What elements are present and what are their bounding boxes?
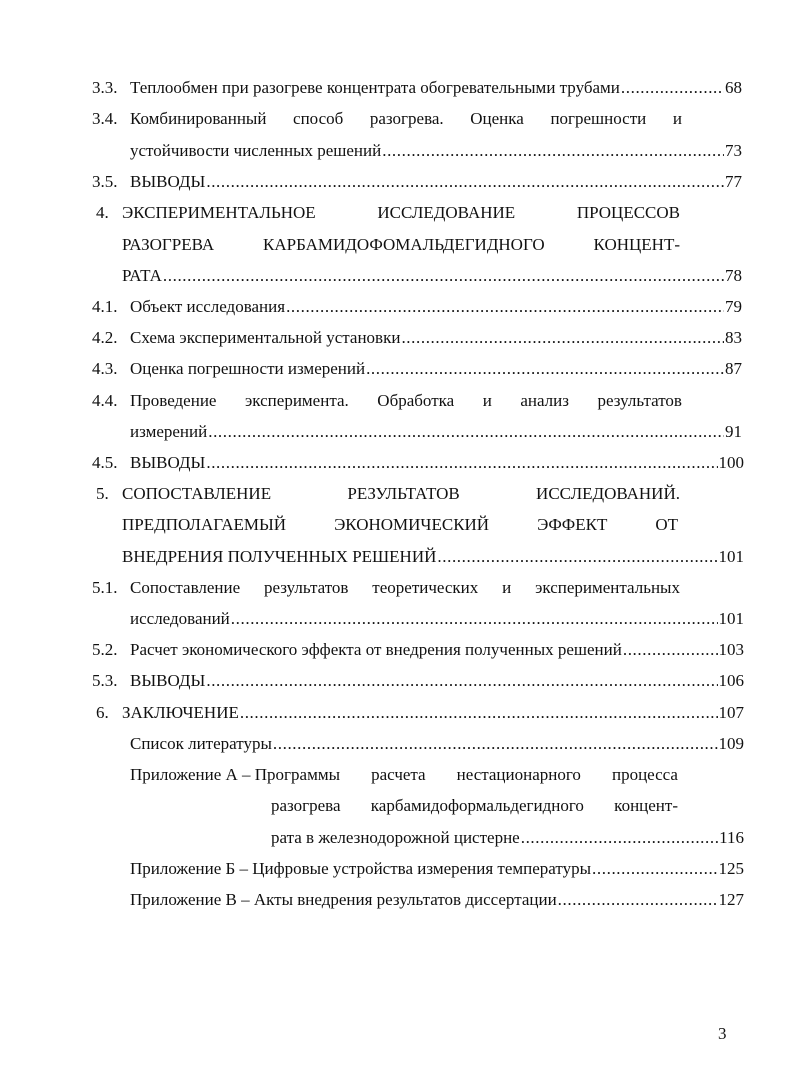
dot-leader bbox=[286, 296, 724, 318]
section-title: ВЫВОДЫ bbox=[130, 453, 206, 472]
section-number: 4.3. bbox=[92, 359, 118, 378]
page-ref: 91 bbox=[725, 422, 742, 441]
section-title: ВЫВОДЫ bbox=[130, 172, 206, 191]
section-title-line-2: исследований bbox=[130, 609, 230, 628]
page-ref: 101 bbox=[718, 547, 744, 566]
page-ref: 83 bbox=[725, 328, 742, 347]
toc-entry-5 bbox=[0, 483, 791, 505]
dot-leader bbox=[521, 827, 718, 849]
chapter-number: 5. bbox=[96, 484, 109, 503]
dot-leader bbox=[623, 639, 718, 661]
section-title: ВЫВОДЫ bbox=[130, 671, 206, 690]
appendix-a-title-line-3: рата в железнодорожной цистерне bbox=[271, 828, 520, 847]
section-number: 3.5. bbox=[92, 172, 118, 191]
section-number: 5.2. bbox=[92, 640, 118, 659]
page-ref: 106 bbox=[718, 671, 744, 690]
page-number: 3 bbox=[718, 1024, 727, 1043]
toc-entry-appendix-a: Приложение А – Программы расчета нестационарного процесса bbox=[130, 765, 678, 784]
section-number: 4.1. bbox=[92, 297, 118, 316]
toc-entry-4-cont bbox=[122, 265, 742, 287]
page-ref: 68 bbox=[725, 78, 742, 97]
page-ref: 87 bbox=[725, 359, 742, 378]
page-ref: 109 bbox=[718, 734, 744, 753]
dot-leader bbox=[382, 140, 724, 162]
page-ref: 79 bbox=[725, 297, 742, 316]
page-ref: 77 bbox=[725, 172, 742, 191]
appendix-a-title-line-2: разогрева карбамидоформальдегидного концент- bbox=[271, 796, 678, 815]
section-title-line-2: измерений bbox=[130, 422, 208, 441]
dot-leader bbox=[401, 327, 724, 349]
toc-entry-5-cont bbox=[122, 546, 744, 568]
toc-entry-3-5 bbox=[0, 171, 791, 193]
toc-entry-appendix-b bbox=[130, 858, 744, 880]
dot-leader bbox=[273, 733, 718, 755]
chapter-title: ЗАКЛЮЧЕНИЕ bbox=[122, 703, 239, 722]
toc-entry-6 bbox=[0, 702, 791, 724]
chapter-title-line-1: СОПОСТАВЛЕНИЕ РЕЗУЛЬТАТОВ ИССЛЕДОВАНИЙ. bbox=[122, 484, 680, 503]
dot-leader bbox=[206, 452, 717, 474]
toc-entry-5-3 bbox=[0, 670, 791, 692]
toc-entry-4-5 bbox=[0, 452, 791, 474]
page-ref: 78 bbox=[725, 266, 742, 285]
page-ref: 127 bbox=[718, 890, 744, 909]
dot-leader bbox=[437, 546, 717, 568]
chapter-title-line-3: РАТА bbox=[122, 266, 162, 285]
chapter-title-line-3: ВНЕДРЕНИЯ ПОЛУЧЕННЫХ РЕШЕНИЙ bbox=[122, 547, 437, 566]
appendix-c-title: Приложение В – Акты внедрения результатов диссертации bbox=[130, 890, 557, 909]
section-title: Схема экспериментальной установки bbox=[130, 328, 401, 347]
section-title: Объект исследования bbox=[130, 297, 286, 316]
section-number: 4.5. bbox=[92, 453, 118, 472]
section-title: Теплообмен при разогреве концентрата обогревательными трубами bbox=[130, 78, 620, 97]
section-title: Расчет экономического эффекта от внедрения полученных решений bbox=[130, 640, 622, 659]
dot-leader bbox=[231, 608, 718, 630]
dot-leader bbox=[558, 889, 718, 911]
page-ref: 73 bbox=[725, 141, 742, 160]
toc-entry-appendix-a-cont bbox=[271, 827, 744, 849]
section-title: Оценка погрешности измерений bbox=[130, 359, 366, 378]
dot-leader bbox=[206, 670, 717, 692]
page-ref: 116 bbox=[719, 828, 744, 847]
dot-leader bbox=[621, 77, 724, 99]
toc-entry-4 bbox=[0, 202, 791, 224]
dot-leader bbox=[206, 171, 724, 193]
toc-entry-3-3 bbox=[0, 77, 791, 99]
section-title-line-2: устойчивости численных решений bbox=[130, 141, 382, 160]
dot-leader bbox=[163, 265, 724, 287]
appendix-b-title: Приложение Б – Цифровые устройства измерения температуры bbox=[130, 859, 592, 878]
toc-entry-4-2 bbox=[0, 327, 791, 349]
toc-entry-4-3 bbox=[0, 358, 791, 380]
chapter-number: 6. bbox=[96, 703, 109, 722]
page-ref: 125 bbox=[718, 859, 744, 878]
section-title-line-1: Сопоставление результатов теоретических и экспериментальных bbox=[130, 578, 680, 597]
toc-entry-5-2 bbox=[0, 639, 791, 661]
section-number: 5.3. bbox=[92, 671, 118, 690]
dot-leader bbox=[208, 421, 724, 443]
toc-entry-4-1 bbox=[0, 296, 791, 318]
page-ref: 107 bbox=[718, 703, 744, 722]
section-number: 3.4. bbox=[92, 109, 118, 128]
section-number: 5.1. bbox=[92, 578, 118, 597]
toc-entry-3-4-cont bbox=[130, 140, 742, 162]
dot-leader bbox=[240, 702, 718, 724]
chapter-number: 4. bbox=[96, 203, 109, 222]
page-ref: 101 bbox=[718, 609, 744, 628]
section-title-line-1: Проведение эксперимента. Обработка и анализ результатов bbox=[130, 391, 682, 410]
toc-entry-3-4 bbox=[0, 108, 791, 130]
section-number: 4.4. bbox=[92, 391, 118, 410]
toc-entry-4-4 bbox=[0, 390, 791, 412]
toc-entry-appendix-c bbox=[130, 889, 744, 911]
toc-entry-5-1 bbox=[0, 577, 791, 599]
dot-leader bbox=[592, 858, 717, 880]
section-number: 3.3. bbox=[92, 78, 118, 97]
toc-entry-4-4-cont bbox=[130, 421, 742, 443]
toc-entry-references bbox=[130, 733, 744, 755]
section-number: 4.2. bbox=[92, 328, 118, 347]
dot-leader bbox=[366, 358, 724, 380]
references-title: Список литературы bbox=[130, 734, 272, 753]
page-ref: 100 bbox=[718, 453, 744, 472]
chapter-title-line-2: ПРЕДПОЛАГАЕМЫЙ ЭКОНОМИЧЕСКИЙ ЭФФЕКТ ОТ bbox=[122, 515, 678, 534]
toc-entry-5-1-cont bbox=[130, 608, 744, 630]
page-ref: 103 bbox=[718, 640, 744, 659]
section-title-line-1: Комбинированный способ разогрева. Оценка погрешности и bbox=[130, 109, 682, 128]
chapter-title-line-2: РАЗОГРЕВА КАРБАМИДОФОМАЛЬДЕГИДНОГО КОНЦЕНТ- bbox=[122, 235, 680, 254]
chapter-title-line-1: ЭКСПЕРИМЕНТАЛЬНОЕ ИССЛЕДОВАНИЕ ПРОЦЕССОВ bbox=[122, 203, 680, 222]
